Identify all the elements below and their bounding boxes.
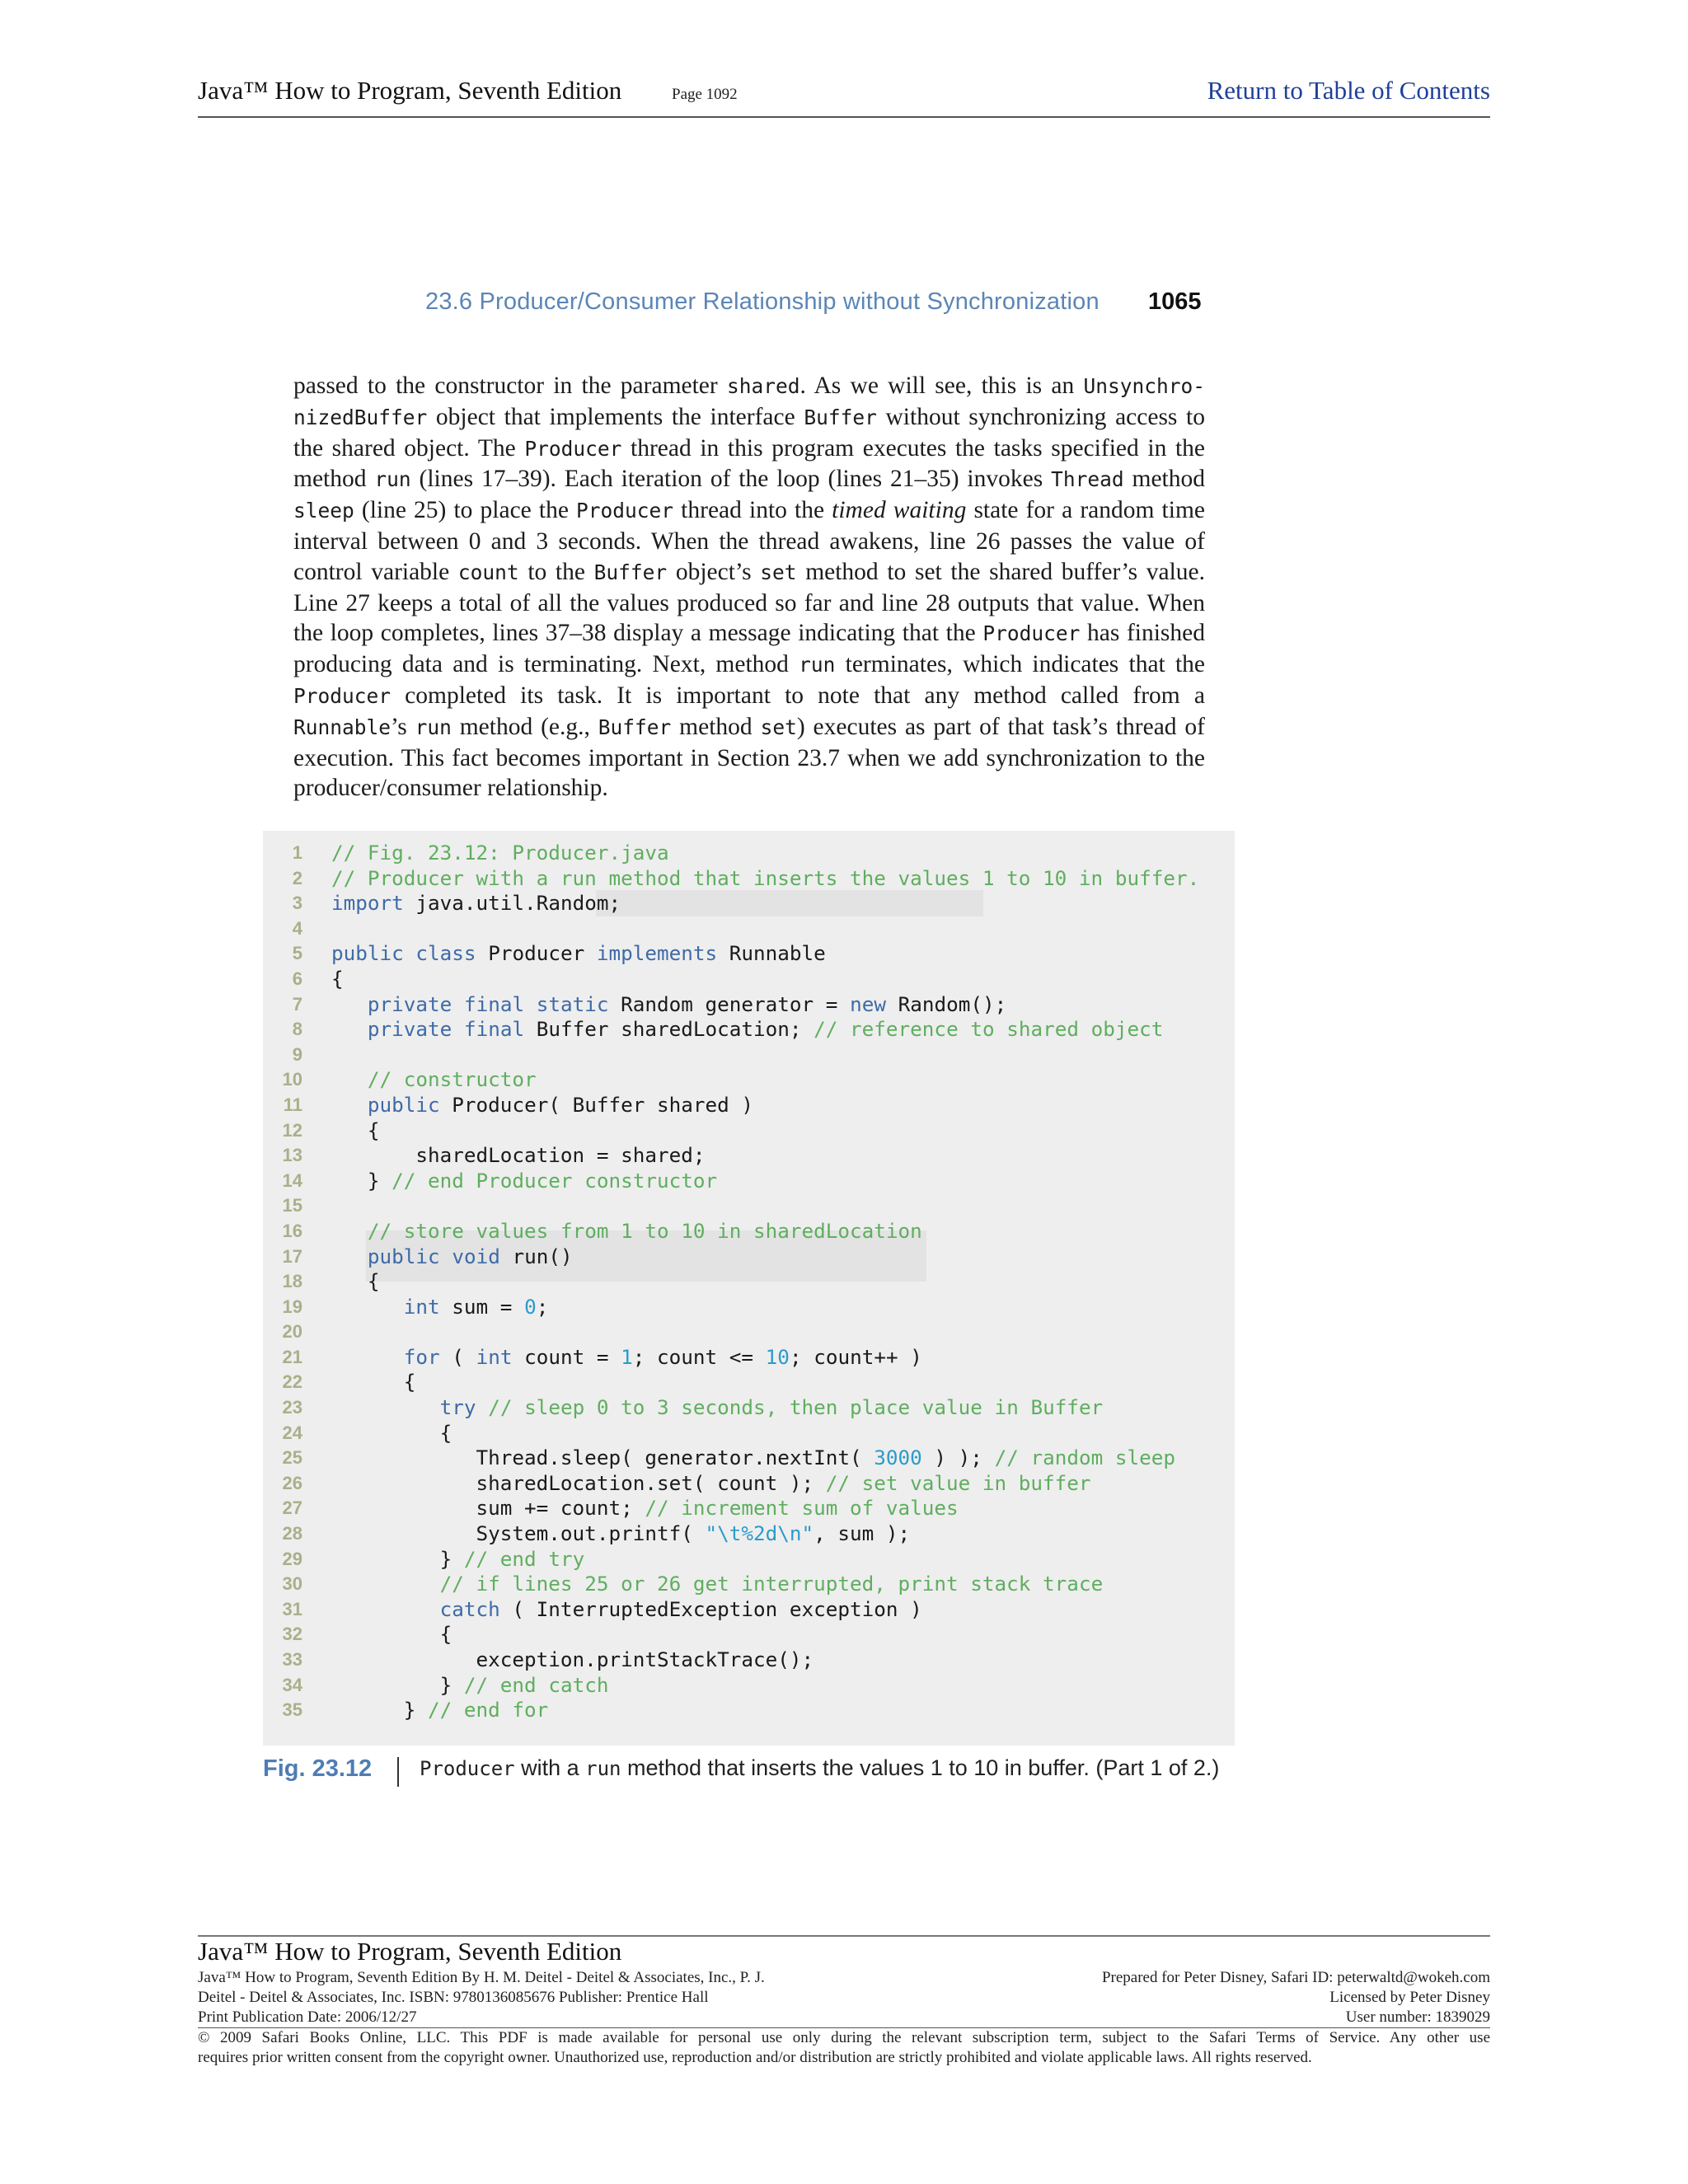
- code-line: [263, 941, 1235, 967]
- line-number: 7: [292, 993, 302, 1015]
- code-line: [263, 967, 1235, 992]
- line-number: 31: [282, 1598, 302, 1619]
- line-number: 4: [292, 917, 302, 939]
- code-text: // Producer with a run method that inserts the values 1 to 10 in buffer.: [331, 865, 1200, 890]
- code-line: [263, 992, 1235, 1018]
- inline-code: Runnable: [293, 715, 392, 739]
- line-number: 9: [292, 1043, 302, 1065]
- code-line: [263, 1597, 1235, 1623]
- inline-code: Buffer: [804, 405, 877, 429]
- pdf-page-number: Page 1092: [672, 86, 738, 103]
- code-line: [263, 1118, 1235, 1144]
- code-line: [263, 1647, 1235, 1673]
- book-page-number: 1065: [1148, 288, 1202, 315]
- line-number: 5: [292, 943, 302, 964]
- code-line: [263, 1446, 1235, 1471]
- code-text: {: [331, 1622, 452, 1647]
- figure-caption: [263, 1755, 1252, 1790]
- code-lines: [263, 841, 1235, 1723]
- caption-text: Producer with a run method that inserts the values 1 to 10 in buffer. (Part 1 of 2.): [420, 1755, 1220, 1780]
- line-number: 24: [282, 1422, 302, 1443]
- inline-code: Buffer: [598, 715, 672, 739]
- code-line: [263, 1673, 1235, 1699]
- code-text: public Producer( Buffer shared ): [367, 1092, 753, 1117]
- code-line: [263, 1143, 1235, 1169]
- line-number: 14: [282, 1169, 302, 1191]
- inline-code: count: [457, 560, 519, 584]
- code-text: private final Buffer sharedLocation; // reference to shared object: [367, 1017, 1164, 1042]
- line-number: 13: [282, 1145, 302, 1166]
- code-line: [263, 1093, 1235, 1118]
- code-text: sharedLocation = shared;: [331, 1143, 706, 1168]
- code-text: {: [331, 1269, 380, 1294]
- code-line: [263, 1295, 1235, 1320]
- code-line: [263, 1521, 1235, 1547]
- code-line: [263, 1421, 1235, 1446]
- code-text: // if lines 25 or 26 get interrupted, print stack trace: [439, 1572, 1104, 1596]
- code-text: for ( int count = 1; count <= 10; count++ ): [403, 1344, 922, 1369]
- code-text: sharedLocation.set( count ); // set value in buffer: [331, 1470, 1091, 1495]
- inline-code: set: [760, 560, 797, 584]
- code-line: [263, 1395, 1235, 1421]
- code-line: [263, 1547, 1235, 1572]
- code-line: [263, 1345, 1235, 1371]
- line-number: 20: [282, 1321, 302, 1343]
- copyright-notice: © 2009 Safari Books Online, LLC. This PDF is made available for personal use only during the relevant subscription term, subject to the Safari Terms of Service. Any other use: [198, 2029, 1490, 2046]
- code-text: int sum = 0;: [403, 1294, 549, 1319]
- code-line: [263, 1043, 1235, 1068]
- line-number: 22: [282, 1371, 302, 1393]
- line-number: 35: [282, 1699, 302, 1721]
- code-text: catch ( InterruptedException exception ): [439, 1596, 922, 1621]
- return-to-toc-link[interactable]: Return to Table of Contents: [1207, 76, 1490, 105]
- code-line: [263, 1471, 1235, 1497]
- book-title: Java™ How to Program, Seventh Edition: [198, 76, 622, 105]
- line-number: 10: [282, 1069, 302, 1090]
- emphasis: timed waiting: [832, 497, 967, 524]
- line-number: 33: [282, 1649, 302, 1670]
- code-text: // Fig. 23.12: Producer.java: [331, 841, 669, 865]
- code-text: {: [331, 1118, 380, 1142]
- figure-label: Fig. 23.12: [263, 1755, 373, 1782]
- code-listing: [263, 831, 1235, 1746]
- line-number: 25: [282, 1447, 302, 1469]
- line-number: 30: [282, 1573, 302, 1595]
- inline-code: shared: [726, 374, 800, 398]
- copyright-notice-continued: requires prior written consent from the copyright owner. Unauthorized use, reproduction and/or distribution are strictly prohibited and violate applicable laws. All rights reserved.: [198, 2049, 1312, 2066]
- inline-code: Producer: [576, 499, 674, 523]
- line-number: 27: [282, 1497, 302, 1519]
- inline-code: Unsynchro-nizedBuffer: [293, 374, 1205, 429]
- code-text: try // sleep 0 to 3 seconds, then place value in Buffer: [439, 1395, 1104, 1420]
- code-text: private final static Random generator = new Random();: [367, 991, 1007, 1016]
- code-line: [263, 1572, 1235, 1597]
- document-header: [198, 76, 1490, 117]
- code-line: [263, 1622, 1235, 1647]
- line-number: 8: [292, 1019, 302, 1040]
- code-line: [263, 1017, 1235, 1043]
- code-line: [263, 1698, 1235, 1723]
- line-number: 26: [282, 1472, 302, 1493]
- body-paragraph: passed to the constructor in the parameter shared. As we will see, this is an Unsynchro-nizedBuffer object that implements the interface Buffer without synchronizing access to the shared object. The Producer thread in this program executes the tasks specified in the method run (lines 17–39). Each iteration of the loop (lines 21–35) invokes Thread method sleep (line 25) to place the Producer thread into the timed waiting state for a random time interval between 0 and 3 seconds. When the thread awakens, line 26 passes the value of control variable count to the Buffer object’s set method to set the shared buffer’s value. Line 27 keeps a total of all the values produced so far and line 28 outputs that value. When the loop completes, lines 37–38 display a message indicating that the Producer has finished producing data and is terminating. Next, method run terminates, which indicates that the Producer completed its task. It is important to note that any method called from a Runnable’s run method (e.g., Buffer method set) executes as part of that task’s thread of execution. This fact becomes important in Section 23.7 when we add synchronization to the producer/consumer relationship.: [293, 373, 1205, 802]
- inline-code: sleep: [293, 499, 354, 523]
- code-line: [263, 1169, 1235, 1194]
- line-number: 2: [292, 867, 302, 888]
- code-line: [263, 1244, 1235, 1270]
- code-line: [263, 1193, 1235, 1219]
- code-text: exception.printStackTrace();: [331, 1647, 814, 1671]
- line-number: 11: [283, 1094, 302, 1115]
- code-text: public void run(): [367, 1244, 573, 1268]
- code-line: [263, 1319, 1235, 1345]
- code-text: {: [331, 1420, 452, 1445]
- footer-publication-info: Java™ How to Program, Seventh Edition By H. M. Deitel - Deitel & Associates, Inc., P. J. Deitel - Deitel & Associates, Inc. ISBN: 9780136085676 Publisher: Prentice Hall Print Publication Date: 2006/12/27: [198, 1969, 765, 2026]
- code-text: sum += count; // increment sum of values: [331, 1496, 959, 1521]
- footer-license-info: Prepared for Peter Disney, Safari ID: peterwaltd@wokeh.com Licensed by Peter Disney User number: 1839029: [1101, 1969, 1490, 2026]
- inline-code: set: [760, 715, 797, 739]
- inline-code: Buffer: [593, 560, 668, 584]
- caption-divider: [397, 1757, 399, 1787]
- code-text: System.out.printf( "\t%2d\n", sum );: [331, 1521, 911, 1546]
- header-divider: [198, 116, 1490, 118]
- line-number: 21: [282, 1346, 302, 1367]
- inline-code: run: [799, 653, 836, 677]
- line-number: 32: [282, 1624, 302, 1645]
- section-title: 23.6 Producer/Consumer Relationship without Synchronization: [425, 288, 1100, 315]
- line-number: 15: [282, 1195, 302, 1216]
- line-number: 18: [282, 1271, 302, 1292]
- line-number: 34: [282, 1674, 302, 1695]
- code-text: {: [331, 966, 344, 991]
- code-text: } // end catch: [331, 1672, 609, 1697]
- code-line: [263, 891, 1235, 916]
- code-line: [263, 916, 1235, 942]
- code-text: // store values from 1 to 10 in sharedLocation: [367, 1218, 922, 1243]
- inline-code: Producer: [293, 683, 392, 708]
- inline-code: Producer: [982, 621, 1081, 646]
- line-number: 1: [292, 842, 302, 863]
- line-number: 28: [282, 1523, 302, 1544]
- code-text: {: [331, 1370, 416, 1394]
- code-text: public class Producer implements Runnable: [331, 941, 826, 966]
- line-number: 6: [292, 968, 302, 989]
- line-number: 3: [292, 893, 302, 914]
- code-line: [263, 866, 1235, 892]
- line-number: 17: [282, 1245, 302, 1267]
- code-line: [263, 841, 1235, 866]
- line-number: 12: [282, 1119, 302, 1141]
- inline-code: run: [415, 715, 452, 739]
- inline-code: Thread: [1051, 467, 1124, 492]
- code-text: } // end Producer constructor: [331, 1168, 718, 1193]
- inline-code: Producer: [524, 436, 622, 461]
- code-text: } // end for: [331, 1698, 549, 1722]
- code-line: [263, 1370, 1235, 1395]
- code-line: [263, 1219, 1235, 1244]
- code-line: [263, 1496, 1235, 1521]
- code-text: } // end try: [331, 1546, 585, 1571]
- footer-book-title: Java™ How to Program, Seventh Edition: [198, 1937, 622, 1966]
- code-text: Thread.sleep( generator.nextInt( 3000 ) ); // random sleep: [331, 1446, 1175, 1470]
- running-head: [425, 288, 1204, 325]
- inline-code: run: [374, 467, 411, 492]
- code-line: [263, 1067, 1235, 1093]
- line-number: 29: [282, 1548, 302, 1569]
- line-number: 19: [282, 1296, 302, 1317]
- code-text: // constructor: [367, 1067, 537, 1092]
- line-number: 23: [282, 1397, 302, 1418]
- code-text: import java.util.Random;: [331, 891, 621, 916]
- code-line: [263, 1269, 1235, 1295]
- line-number: 16: [282, 1220, 302, 1241]
